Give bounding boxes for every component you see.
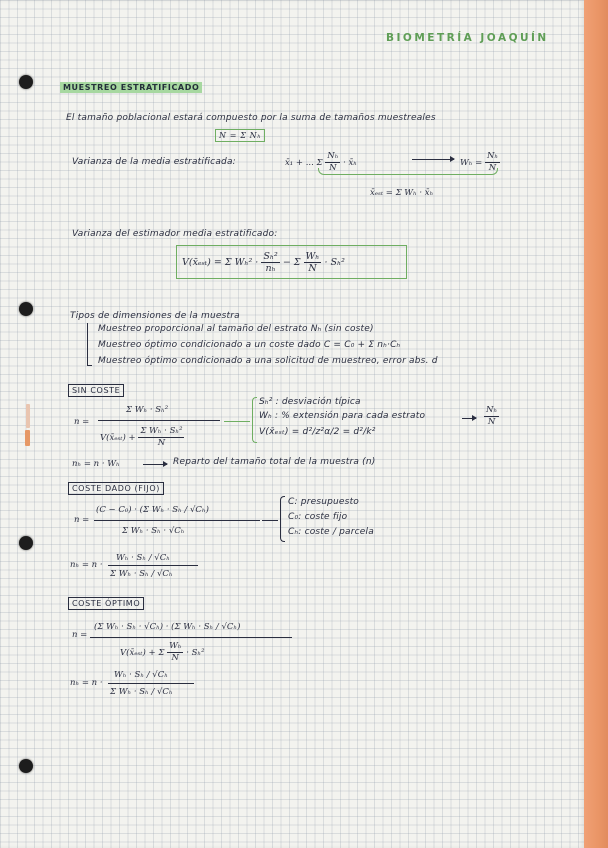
- nh-denominator: Σ Wₕ · Sₕ / √Cₕ: [110, 687, 173, 697]
- variance-mean-label: Varianza de la media estratificada:: [72, 157, 236, 167]
- n-lhs: n =: [74, 417, 90, 427]
- def-fraction: $\frac{\text{Nₕ}}{N}$: [486, 405, 498, 427]
- section-sin-coste: SIN COSTE: [68, 384, 124, 397]
- connector-line: [224, 421, 250, 422]
- arrow: [143, 464, 167, 465]
- margin-tab: [25, 430, 30, 446]
- n-numerator: (Σ Wₕ · Sₕ · √Cₕ) · (Σ Wₕ · Sₕ / √Cₕ): [94, 622, 241, 632]
- notebook-edge: [584, 0, 608, 848]
- defs-brace: [280, 496, 285, 542]
- defs-brace: [252, 397, 257, 443]
- binder-hole: [19, 536, 33, 550]
- list-bracket: [87, 323, 92, 366]
- header-title: BIOMETRÍA JOAQUÍN: [386, 32, 549, 44]
- n-lhs: n =: [74, 515, 90, 525]
- nh-numerator: Wₕ · Sₕ / √Cₕ: [116, 553, 170, 563]
- n-denominator: Σ Wₕ · Sₕ · √Cₕ: [122, 526, 185, 536]
- fraction-line: [108, 683, 194, 684]
- variance-estimator-label: Varianza del estimador media estratificado:: [72, 229, 278, 239]
- intro-text: El tamaño poblacional estará compuesto por la suma de tamaños muestreales: [66, 113, 436, 123]
- nh-lhs: nₕ = n ·: [70, 560, 103, 570]
- n-lhs: n =: [72, 630, 88, 640]
- formula-N: N = Σ Nₕ: [215, 129, 265, 142]
- variance-formula: V(x̄ₑₛₜ) = Σ Wₕ² · $\frac{\text{Sₕ²}}{\text{nₕ}}$ − Σ $\frac{\text{Wₕ}}{N}$ · Sₕ²: [182, 251, 345, 274]
- types-heading: Tipos de dimensiones de la muestra: [70, 311, 240, 321]
- fraction-line: [90, 637, 292, 638]
- margin-mark: [26, 404, 30, 428]
- n-numerator: Σ Wₕ · Sₕ²: [126, 405, 169, 415]
- list-item: Muestreo proporcional al tamaño del estrato Nₕ (sin coste): [98, 324, 374, 334]
- n-denominator: V(x̄ₑₛₜ) + $\frac{\text{Σ Wₕ · Sₕ²}}{N}$: [100, 426, 183, 448]
- binder-hole: [19, 302, 33, 316]
- binder-hole: [19, 759, 33, 773]
- section-coste-optimo: COSTE ÓPTIMO: [68, 597, 144, 610]
- variance-mean-expr: x̄₁ + ... Σ $\frac{\text{Nₕ}}{N}$ · x̄ₕ: [285, 151, 357, 173]
- estratified-mean: x̄ₑₛₜ = Σ Wₕ · x̄ₕ: [370, 188, 434, 198]
- def-item: Wₕ : % extensión para cada estrato: [259, 411, 426, 421]
- def-item: C: presupuesto: [288, 497, 359, 507]
- nh-denominator: Σ Wₕ · Sₕ / √Cₕ: [110, 569, 173, 579]
- fraction-line: [94, 520, 260, 521]
- nh-note: Reparto del tamaño total de la muestra (n): [173, 457, 376, 467]
- section-title: MUESTREO ESTRATIFICADO: [60, 82, 202, 93]
- nh-lhs: nₕ = n ·: [70, 678, 103, 688]
- nh-numerator: Wₕ · Sₕ / √Cₕ: [114, 670, 168, 680]
- n-denominator: V(x̄ₑₛₜ) + Σ $\frac{\text{Wₕ}}{N}$ · Sₕ²: [120, 641, 205, 663]
- section-coste-dado: COSTE DADO (FIJO): [68, 482, 164, 495]
- connector-line: [262, 520, 278, 521]
- def-item: Sₕ² : desviación típica: [259, 397, 361, 407]
- fraction-line: [108, 565, 198, 566]
- weight-definition: Wₕ = $\frac{\text{Nₕ}}{N}$: [460, 151, 499, 173]
- list-item: Muestreo óptimo condicionado a un coste dado C = C₀ + Σ nₕ·Cₕ: [98, 340, 401, 350]
- def-item: C₀: coste fijo: [288, 512, 348, 522]
- list-item: Muestreo óptimo condicionado a una solicitud de muestreo, error abs. d: [98, 356, 438, 366]
- arrow: [412, 159, 454, 160]
- binder-hole: [19, 75, 33, 89]
- nh-formula: nₕ = n · Wₕ: [72, 459, 120, 469]
- n-numerator: (C − C₀) · (Σ Wₕ · Sₕ / √Cₕ): [96, 505, 209, 515]
- def-item: V(x̄ₑₛₜ) = d²/z²α/2 = d²/k²: [259, 427, 376, 437]
- green-brace: [318, 168, 498, 175]
- arrow: [462, 418, 476, 419]
- def-item: Cₕ: coste / parcela: [288, 527, 374, 537]
- fraction-line: [98, 420, 220, 421]
